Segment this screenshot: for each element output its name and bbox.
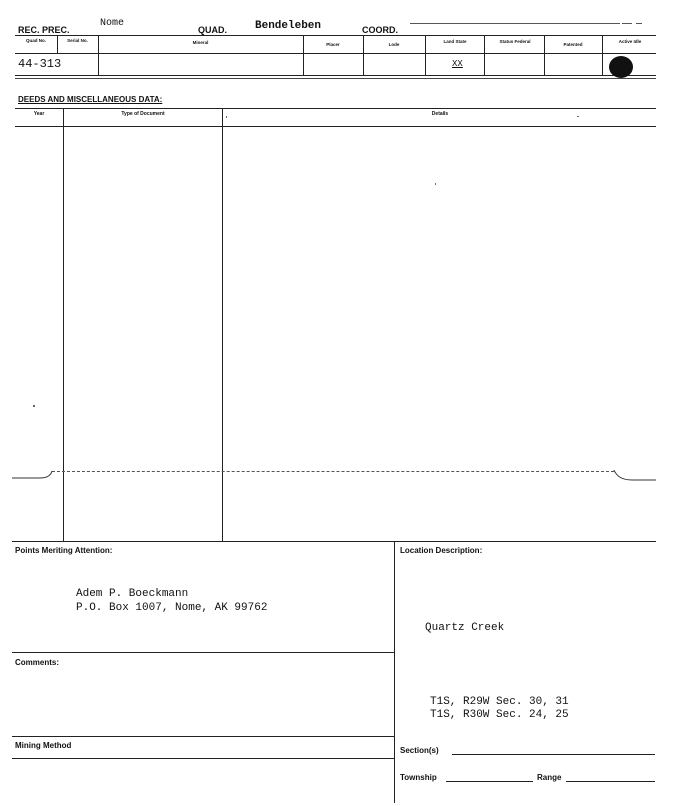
deeds-title: DEEDS AND MISCELLANEOUS DATA: xyxy=(18,95,163,104)
col-serial-no: Serial No. xyxy=(67,38,88,43)
col-mineral: Mineral xyxy=(192,40,209,45)
col-patented: Patented xyxy=(563,42,583,47)
col-year: Year xyxy=(33,111,45,117)
col-status-federal: Status Federal xyxy=(499,39,531,44)
location-line-1: T1S, R29W Sec. 30, 31 xyxy=(430,696,569,708)
active-filled-circle-icon xyxy=(609,56,633,78)
quad-value: Bendeleben xyxy=(255,20,322,32)
points-line-1: Adem P. Boeckmann xyxy=(76,588,189,600)
township-label: Township xyxy=(400,773,437,782)
quad-label: QUAD. xyxy=(198,25,227,35)
location-label: Location Description: xyxy=(400,546,483,555)
location-place: Quartz Creek xyxy=(425,622,505,634)
fold-right-curve xyxy=(612,466,656,484)
fold-left-curve xyxy=(12,466,56,480)
col-active-idle: Active Idle xyxy=(618,39,642,44)
points-label: Points Meriting Attention: xyxy=(15,546,113,555)
rec-prec-value: Nome xyxy=(100,18,125,29)
rec-prec-label: REC. PREC. xyxy=(18,25,70,35)
quad-no-value: 44-313 xyxy=(18,57,62,71)
coord-label: COORD. xyxy=(362,25,398,35)
col-type-of-document: Type of Document xyxy=(121,111,165,117)
mining-method-label: Mining Method xyxy=(15,741,72,750)
col-placer: Placer xyxy=(326,42,340,47)
points-line-2: P.O. Box 1007, Nome, AK 99762 xyxy=(76,602,268,614)
comments-label: Comments: xyxy=(15,658,60,667)
col-lode: Lode xyxy=(388,42,400,47)
col-land-state: Land State xyxy=(443,39,467,44)
section-label: Section(s) xyxy=(400,746,439,755)
col-details: Details xyxy=(431,111,449,117)
range-label: Range xyxy=(537,773,562,782)
land-state-mark: XX xyxy=(452,59,463,69)
location-line-2: T1S, R30W Sec. 24, 25 xyxy=(430,709,569,721)
col-quad-no: Quad No. xyxy=(26,38,46,43)
